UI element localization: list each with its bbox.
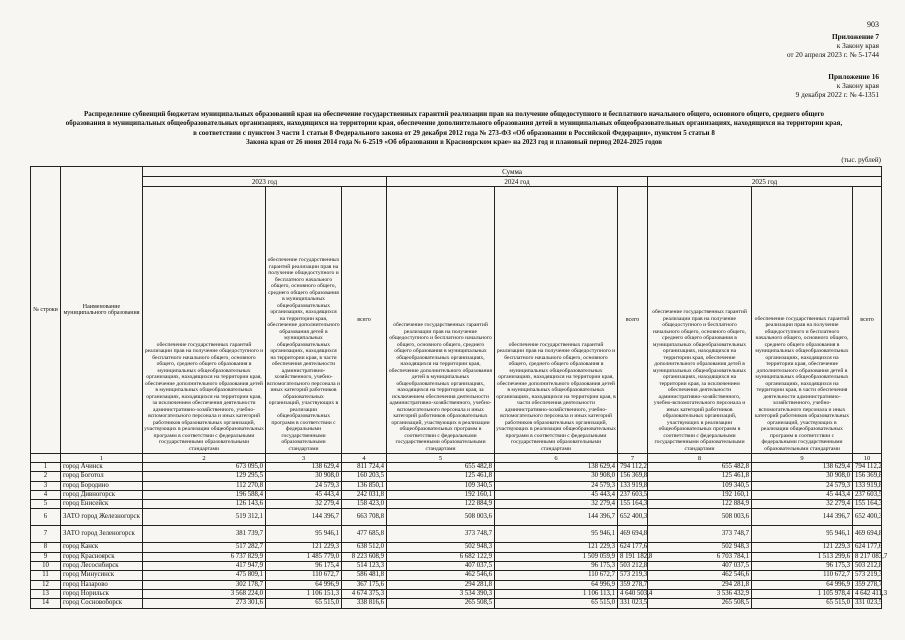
amount-cell: 129 295,5 <box>143 472 266 481</box>
table-row <box>31 463 882 472</box>
amount-cell: 196 588,4 <box>143 490 266 499</box>
table-row <box>31 562 882 571</box>
amount-cell: 125 461,8 <box>648 472 752 481</box>
municipality-name-cell: город Сосновоборск <box>61 599 143 608</box>
units-label: (тыс. рублей) <box>841 156 881 164</box>
amount-cell: 294 281,8 <box>387 580 495 589</box>
amount-cell: 6 737 829,9 <box>143 552 266 561</box>
amount-cell: 121 229,3 <box>752 543 853 552</box>
amount-cell: 30 908,0 <box>495 472 618 481</box>
header-year-2024: 2024 год <box>387 177 648 187</box>
amount-cell: 237 603,5 <box>618 490 648 499</box>
appendix-old-title: Приложение 16 <box>828 72 879 81</box>
amount-cell: 4 640 503,4 <box>618 589 648 598</box>
column-number: 7 <box>618 454 648 463</box>
table-row <box>31 500 882 509</box>
amount-cell: 407 037,5 <box>648 562 752 571</box>
amount-cell: 462 546,6 <box>648 571 752 580</box>
amount-cell: 514 123,3 <box>342 562 387 571</box>
amount-cell: 469 694,8 <box>618 526 648 543</box>
header-year-2025: 2025 год <box>648 177 882 187</box>
amount-cell: 477 685,8 <box>342 526 387 543</box>
amount-cell: 122 884,9 <box>648 500 752 509</box>
amount-cell: 64 996,9 <box>752 580 853 589</box>
column-number <box>31 454 61 463</box>
amount-cell: 110 672,7 <box>752 571 853 580</box>
amount-cell: 24 579,3 <box>495 481 618 490</box>
column-number: 6 <box>495 454 618 463</box>
amount-cell: 96 175,4 <box>266 562 342 571</box>
amount-cell: 273 301,6 <box>143 599 266 608</box>
row-number-cell: 14 <box>31 599 61 608</box>
amount-cell: 417 947,9 <box>143 562 266 571</box>
amount-cell: 192 160,1 <box>648 490 752 499</box>
amount-cell: 4 642 411,3 <box>853 589 882 598</box>
amount-cell: 32 279,4 <box>752 500 853 509</box>
column-number: 4 <box>342 454 387 463</box>
amount-cell: 367 175,6 <box>342 580 387 589</box>
appendix-old-line2: 9 декабря 2022 г. № 4-1351 <box>795 90 879 99</box>
table-body <box>31 463 888 609</box>
amount-cell: 794 112,2 <box>618 463 648 472</box>
row-number-cell: 2 <box>31 472 61 481</box>
amount-cell: 508 003,6 <box>648 509 752 526</box>
appendix-new-title: Приложение 7 <box>831 32 879 41</box>
municipality-name-cell: город Боготол <box>61 472 143 481</box>
amount-cell: 1 485 779,0 <box>266 552 342 561</box>
amount-cell: 158 423,0 <box>342 500 387 509</box>
amount-cell: 30 908,0 <box>752 472 853 481</box>
row-number-cell: 9 <box>31 552 61 561</box>
municipality-name-cell: город Красноярск <box>61 552 143 561</box>
amount-cell: 302 178,7 <box>143 580 266 589</box>
municipality-name-cell: ЗАТО город Железногорск <box>61 509 143 526</box>
amount-cell: 811 724,4 <box>342 463 387 472</box>
appendix-new-header <box>787 32 879 59</box>
amount-cell: 110 672,7 <box>495 571 618 580</box>
municipality-name-cell: город Бородино <box>61 481 143 490</box>
amount-cell: 95 946,1 <box>266 526 342 543</box>
amount-cell: 359 278,7 <box>853 580 882 589</box>
municipality-name-cell: город Минусинск <box>61 571 143 580</box>
amount-cell: 65 515,0 <box>752 599 853 608</box>
amount-cell: 3 534 390,3 <box>387 589 495 598</box>
amount-cell: 652 400,3 <box>618 509 648 526</box>
amount-cell: 3 568 224,0 <box>143 589 266 598</box>
row-number-cell: 6 <box>31 509 61 526</box>
municipality-name-cell: город Енисейск <box>61 500 143 509</box>
amount-cell: 4 674 375,3 <box>342 589 387 598</box>
amount-cell: 126 143,6 <box>143 500 266 509</box>
column-number: 10 <box>853 454 882 463</box>
amount-cell: 265 508,5 <box>387 599 495 608</box>
header-desc-a-2023: обеспечение государственных гарантий реализации прав на получение общедоступного и бесплатного начального общего, основного общего, среднего общего образования в муниципальных общеобразовательных организациях, находящихся на территории края, обеспечение дополнительного образования детей в муниципальных общеобразовательных организациях, находящихся на территории края, за исключением обеспечения деятельности административно-хозяйственного, учебно-вспомогательного персонала и иных категорий работников образовательных организаций, участвующих в реализации общеобразовательных программ в соответствии с федеральными государственными образовательными стандартами <box>143 187 266 454</box>
table-row <box>31 481 882 490</box>
appendix-new-line2: от 20 апреля 2023 г. № 5-1744 <box>786 50 879 59</box>
row-number-cell: 7 <box>31 526 61 543</box>
amount-cell: 407 037,5 <box>387 562 495 571</box>
amount-cell: 64 996,9 <box>266 580 342 589</box>
amount-cell: 45 443,4 <box>752 490 853 499</box>
column-number: 3 <box>266 454 342 463</box>
header-row-number: № строки <box>31 167 61 454</box>
amount-cell: 24 579,3 <box>752 481 853 490</box>
amount-cell: 32 279,4 <box>266 500 342 509</box>
amount-cell: 503 212,8 <box>618 562 648 571</box>
amount-cell: 1 106 113,1 <box>495 589 618 598</box>
amount-cell: 462 546,6 <box>387 571 495 580</box>
amount-cell: 45 443,4 <box>266 490 342 499</box>
amount-cell: 112 270,8 <box>143 481 266 490</box>
amount-cell: 3 536 432,9 <box>648 589 752 598</box>
row-number-cell: 10 <box>31 562 61 571</box>
row-number-cell: 12 <box>31 580 61 589</box>
amount-cell: 331 023,5 <box>618 599 648 608</box>
amount-cell: 109 340,5 <box>648 481 752 490</box>
amount-cell: 144 396,7 <box>266 509 342 526</box>
column-number: 9 <box>752 454 853 463</box>
amount-cell: 121 229,3 <box>495 543 618 552</box>
amount-cell: 237 603,5 <box>853 490 882 499</box>
header-desc-b-2023: обеспечение государственных гарантий реализации прав на получение общедоступного и бесплатного начального общего, основного общего, среднего общего образования в муниципальных общеобразовательных организациях, находящихся на территории края, обеспечение дополнительного образования детей в муниципальных общеобразовательных организациях, находящихся на территории края, в части обеспечения деятельности административно-хозяйственного, учебно-вспомогательного персонала и иных категорий работников образовательных организаций, участвующих в реализации общеобразовательных программ в соответствии с федеральными государственными образовательными стандартами <box>266 187 342 454</box>
amount-cell: 655 482,8 <box>648 463 752 472</box>
municipality-name-cell: ЗАТО город Зеленогорск <box>61 526 143 543</box>
table-row <box>31 552 882 561</box>
header-desc-b-2025: обеспечение государственных гарантий реализации прав на получение общедоступного и бесплатного начального общего, основного общего, среднего общего образования в муниципальных общеобразовательных организациях, находящихся на территории края, обеспечение дополнительного образования детей в муниципальных общеобразовательных организациях, находящихся на территории края, в части обеспечения деятельности административно-хозяйственного, учебно-вспомогательного персонала и иных категорий работников образовательных организаций, участвующих в реализации общеобразовательных программ в соответствии с федеральными государственными образовательными стандартами <box>752 187 853 454</box>
column-number: 1 <box>61 454 143 463</box>
amount-cell: 8 191 182,8 <box>618 552 648 561</box>
table-row <box>31 580 882 589</box>
amount-cell: 8 217 083,7 <box>853 552 882 561</box>
column-number: 8 <box>648 454 752 463</box>
column-number: 2 <box>143 454 266 463</box>
amount-cell: 508 003,6 <box>387 509 495 526</box>
amount-cell: 138 629,4 <box>495 463 618 472</box>
amount-cell: 794 112,2 <box>853 463 882 472</box>
amount-cell: 8 223 608,9 <box>342 552 387 561</box>
amount-cell: 110 672,7 <box>266 571 342 580</box>
amount-cell: 373 748,7 <box>648 526 752 543</box>
table-row <box>31 509 882 526</box>
row-number-cell: 8 <box>31 543 61 552</box>
amount-cell: 586 481,8 <box>342 571 387 580</box>
page-number: 903 <box>867 20 879 29</box>
column-number: 5 <box>387 454 495 463</box>
amount-cell: 133 919,8 <box>853 481 882 490</box>
amount-cell: 475 809,1 <box>143 571 266 580</box>
amount-cell: 30 908,0 <box>266 472 342 481</box>
amount-cell: 624 177,6 <box>618 543 648 552</box>
header-year-2023: 2023 год <box>143 177 387 187</box>
title-line: Закона края от 26 июня 2014 года № 6-2519 «Об образовании в Красноярском крае» на 2023 год и плановый период 2024-2025 годов <box>245 137 663 146</box>
header-desc-a-2024: обеспечение государственных гарантий реализации прав на получение общедоступного и бесплатного начального общего, основного общего, среднего общего образования в муниципальных общеобразовательных организациях, находящихся на территории края, обеспечение дополнительного образования детей в муниципальных общеобразовательных организациях, находящихся на территории края, за исключением обеспечения деятельности административно-хозяйственного, учебно-вспомогательного персонала и иных категорий работников образовательных организаций, участвующих в реализации общеобразовательных программ в соответствии с федеральными государственными образовательными стандартами <box>387 187 495 454</box>
amount-cell: 638 512,0 <box>342 543 387 552</box>
amount-cell: 331 023,5 <box>853 599 882 608</box>
column-number-row <box>31 454 882 463</box>
amount-cell: 125 461,8 <box>387 472 495 481</box>
amount-cell: 624 177,6 <box>853 543 882 552</box>
amount-cell: 144 396,7 <box>752 509 853 526</box>
amount-cell: 673 095,0 <box>143 463 266 472</box>
municipality-name-cell: город Лесосибирск <box>61 562 143 571</box>
municipality-name-cell: город Дивногорск <box>61 490 143 499</box>
header-desc-b-2024: обеспечение государственных гарантий реализации прав на получение общедоступного и бесплатного начального общего, основного общего, среднего общего образования в муниципальных общеобразовательных организациях, находящихся на территории края, обеспечение дополнительного образования детей в муниципальных общеобразовательных организациях, находящихся на территории края, в части обеспечения деятельности административно-хозяйственного, учебно-вспомогательного персонала и иных категорий работников образовательных организаций, участвующих в реализации общеобразовательных программ в соответствии с федеральными государственными образовательными стандартами <box>495 187 618 454</box>
row-number-cell: 3 <box>31 481 61 490</box>
amount-cell: 109 340,5 <box>387 481 495 490</box>
amount-cell: 121 229,3 <box>266 543 342 552</box>
amount-cell: 359 278,7 <box>618 580 648 589</box>
amount-cell: 1 106 151,3 <box>266 589 342 598</box>
amount-cell: 24 579,3 <box>266 481 342 490</box>
amount-cell: 138 629,4 <box>752 463 853 472</box>
header-sum: Сумма <box>143 167 882 177</box>
amount-cell: 96 175,3 <box>495 562 618 571</box>
appendix-old-header <box>796 72 879 99</box>
municipality-name-cell: город Ачинск <box>61 463 143 472</box>
header-total-2023: всего <box>342 187 387 454</box>
amount-cell: 652 400,3 <box>853 509 882 526</box>
amount-cell: 95 946,1 <box>752 526 853 543</box>
amount-cell: 573 219,3 <box>853 571 882 580</box>
amount-cell: 65 515,0 <box>495 599 618 608</box>
amount-cell: 502 948,3 <box>387 543 495 552</box>
amount-cell: 265 508,5 <box>648 599 752 608</box>
amount-cell: 1 513 299,6 <box>752 552 853 561</box>
amount-cell: 502 948,3 <box>648 543 752 552</box>
amount-cell: 294 281,8 <box>648 580 752 589</box>
amount-cell: 156 369,8 <box>618 472 648 481</box>
amount-cell: 373 748,7 <box>387 526 495 543</box>
amount-cell: 6 682 122,9 <box>387 552 495 561</box>
municipality-name-cell: город Норильск <box>61 589 143 598</box>
appendix-old-line1: к Закону края <box>836 81 879 90</box>
header-total-2025: всего <box>853 187 882 454</box>
amount-cell: 45 443,4 <box>495 490 618 499</box>
amount-cell: 122 884,9 <box>387 500 495 509</box>
amount-cell: 144 396,7 <box>495 509 618 526</box>
table-row <box>31 490 882 499</box>
amount-cell: 242 031,8 <box>342 490 387 499</box>
amount-cell: 573 219,3 <box>618 571 648 580</box>
table-row <box>31 526 882 543</box>
amount-cell: 95 946,1 <box>495 526 618 543</box>
amount-cell: 136 850,1 <box>342 481 387 490</box>
amount-cell: 338 816,6 <box>342 599 387 608</box>
row-number-cell: 1 <box>31 463 61 472</box>
appendix-new-line1: к Закону края <box>836 41 879 50</box>
title-line: образования в муниципальных общеобразовательных организациях, находящихся на территории края, обеспечение дополнительного образования детей в муниципальных общеобразовательных организациях, находящихся на территории края, <box>65 119 843 128</box>
amount-cell: 32 279,4 <box>495 500 618 509</box>
amount-cell: 6 703 784,1 <box>648 552 752 561</box>
header-desc-a-2025: обеспечение государственных гарантий реализации прав на получение общедоступного и бесплатного начального общего, основного общего, среднего общего образования в муниципальных общеобразовательных организациях, находящихся на территории края, обеспечение дополнительного образования детей в муниципальных общеобразовательных организациях, находящихся на территории края, за исключением обеспечения деятельности административно-хозяйственного, учебно-вспомогательного персонала и иных категорий работников образовательных организаций, участвующих в реализации общеобразовательных программ в соответствии с федеральными государственными образовательными стандартами <box>648 187 752 454</box>
amount-cell: 503 212,8 <box>853 562 882 571</box>
table-header <box>31 167 882 463</box>
table-row <box>31 599 882 608</box>
table-row <box>31 571 882 580</box>
amount-cell: 160 203,5 <box>342 472 387 481</box>
amount-cell: 138 629,4 <box>266 463 342 472</box>
subsidy-table <box>30 166 888 609</box>
title-line: в соответствии с пунктом 3 части 1 статьи 8 Федерального закона от 29 декабря 2012 года № 273-ФЗ «Об образовании в Российской Федерации», пунктом 5 статьи 8 <box>193 128 715 137</box>
row-number-cell: 11 <box>31 571 61 580</box>
title-line: Распределение субвенций бюджетам муниципальных образований края на обеспечение государственных гарантий реализации прав на получение общедоступного и бесплатного начального общего, основного общего, среднего общего <box>84 110 824 118</box>
amount-cell: 663 708,8 <box>342 509 387 526</box>
amount-cell: 519 312,1 <box>143 509 266 526</box>
row-number-cell: 13 <box>31 589 61 598</box>
amount-cell: 156 369,8 <box>853 472 882 481</box>
amount-cell: 192 160,1 <box>387 490 495 499</box>
table-row <box>31 543 882 552</box>
municipality-name-cell: город Канск <box>61 543 143 552</box>
header-municipality-name: Наименование муниципального образования <box>61 167 143 454</box>
municipality-name-cell: город Назарово <box>61 580 143 589</box>
amount-cell: 469 694,8 <box>853 526 882 543</box>
amount-cell: 64 996,9 <box>495 580 618 589</box>
header-total-2024: всего <box>618 187 648 454</box>
amount-cell: 96 175,3 <box>752 562 853 571</box>
amount-cell: 1 509 059,9 <box>495 552 618 561</box>
amount-cell: 155 164,3 <box>618 500 648 509</box>
amount-cell: 517 282,7 <box>143 543 266 552</box>
row-number-cell: 5 <box>31 500 61 509</box>
amount-cell: 655 482,8 <box>387 463 495 472</box>
table-row <box>31 472 882 481</box>
amount-cell: 1 105 978,4 <box>752 589 853 598</box>
amount-cell: 155 164,3 <box>853 500 882 509</box>
amount-cell: 133 919,8 <box>618 481 648 490</box>
table-row <box>31 589 882 598</box>
document-title <box>28 110 880 147</box>
row-number-cell: 4 <box>31 490 61 499</box>
amount-cell: 381 739,7 <box>143 526 266 543</box>
amount-cell: 65 515,0 <box>266 599 342 608</box>
